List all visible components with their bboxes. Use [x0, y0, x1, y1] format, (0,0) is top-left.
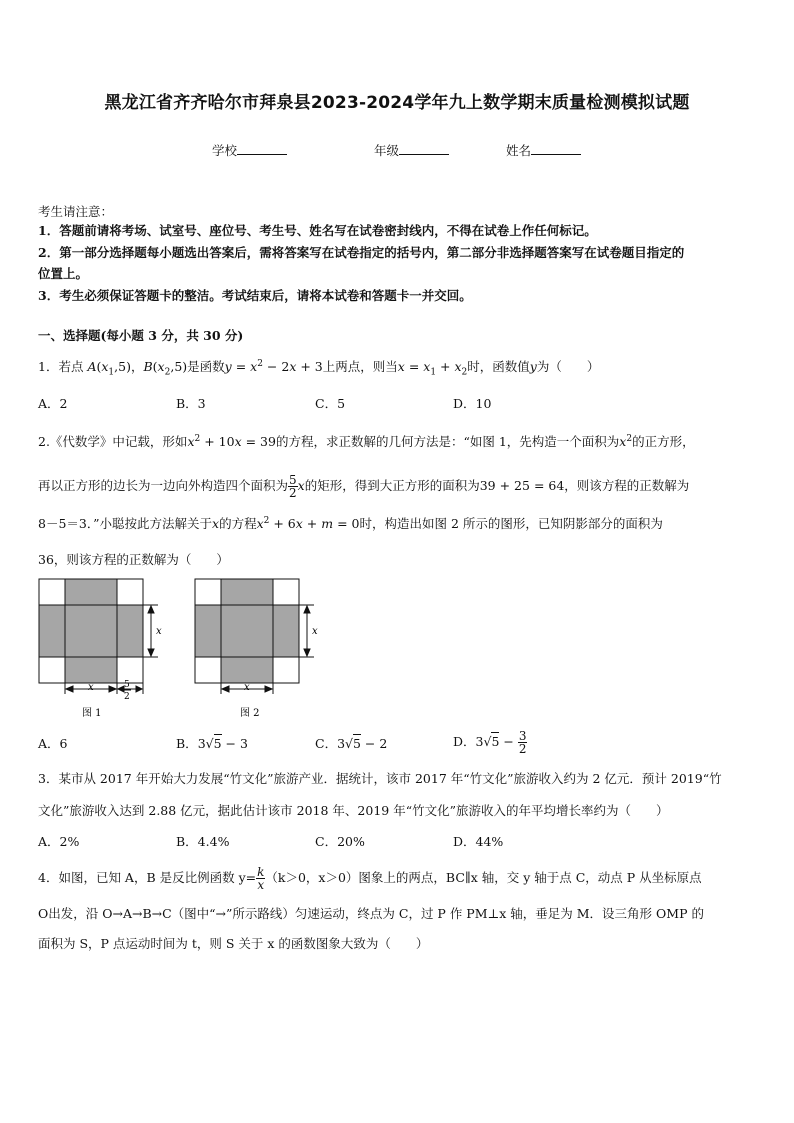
fig2-bottom-rect — [221, 657, 273, 683]
q1-option-d[interactable]: D．10 — [453, 396, 492, 411]
q1-option-c[interactable]: C．5 — [315, 396, 346, 411]
q2-text-3a: 8－5＝3．”小聪按此方法解关于 — [38, 516, 212, 531]
fig2-left-rect — [195, 605, 221, 657]
q2-text-2c: ，则该方程的正数解为 — [564, 478, 690, 493]
name-field[interactable] — [506, 141, 581, 159]
q2-text-1c: 的正方形， — [632, 434, 695, 449]
q4-line-2: O出发，沿 O→A→B→C（图中“→”所示路线）匀速运动，终点为 C，过 P 作 PM⊥x 轴，垂足为 M．设三角形 OMP 的 — [38, 906, 704, 921]
q3-option-d[interactable]: D．44% — [453, 834, 504, 849]
fig1-right-rect — [117, 605, 143, 657]
q1-tail1: 上两点，则当 — [322, 359, 398, 374]
section-heading: 一、选择题(每小题 3 分，共 30 分) — [38, 328, 244, 343]
fig2-right-rect — [273, 605, 299, 657]
fig1-caption: 图 1 — [82, 708, 102, 719]
q2-line-4: 36，则该方程的正数解为（ ） — [38, 552, 229, 567]
q2-option-c[interactable]: C．3√5 − 2 — [315, 736, 388, 751]
q2-text-3c: 时，构造出如图 2 所示的图形，已知阴影部分的面积为 — [359, 516, 663, 531]
notice-item-1: 1．答题前请将考场、试室号、座位号、考生号、姓名写在试卷密封线内，不得在试卷上作任何标记。 — [38, 223, 597, 238]
school-field[interactable] — [212, 141, 287, 159]
q3-option-c[interactable]: C．20% — [315, 834, 365, 849]
fig2-x-label-right: x — [312, 626, 318, 637]
fig1-frac-den: 2 — [124, 692, 130, 702]
school-label: 学校 — [212, 143, 238, 158]
q2-option-b-label: B． — [176, 736, 198, 751]
q2-option-a[interactable]: A．6 — [38, 736, 68, 751]
grade-blank[interactable] — [399, 142, 449, 155]
notice-item-2: 2．第一部分选择题每小题选出答案后，需将答案写在试卷指定的括号内，第二部分非选择题答案写在试卷题目指定的 — [38, 245, 685, 260]
q4-text-1b: （k＞0，x＞0）图象上的两点，BC∥x 轴，交 y 轴于点 C，动点 P 从坐标原点 — [265, 870, 702, 885]
q2-text-2a: 再以正方形的边长为一边向外构造四个面积为 — [38, 478, 289, 493]
fig2-caption: 图 2 — [240, 708, 260, 719]
q1-mid: 是函数 — [187, 359, 225, 374]
notice-item-2-cont: 位置上。 — [38, 266, 89, 281]
notice-heading: 考生请注意： — [38, 204, 114, 219]
school-blank[interactable] — [237, 142, 287, 155]
q2-line-1: 2.《代数学》中记载，形如$x^2 + 10x = 39$的方程，求正数解的几何方法是：“如图 1，先构造一个面积为$x^2$的正方形， — [38, 433, 695, 449]
q2-text-3b: 的方程 — [219, 516, 257, 531]
q4-line-1: 4．如图，已知 A，B 是反比例函数 y= $\frac{k}{x}$ （k＞0，x＞0）图象上的两点，BC∥x 轴，交 y 轴于点 C，动点 P 从坐标原点 — [38, 865, 702, 892]
q3-line-2: 文化”旅游收入达到 2.88 亿元，据此估计该市 2018 年、2019 年“竹文化”旅游收入的年平均增长率约为（ ） — [38, 803, 669, 818]
fig1-x-label-bottom: x — [88, 682, 94, 693]
q1-tail2: 时，函数值 — [467, 359, 530, 374]
q1-tail3: 为（ ） — [536, 359, 600, 374]
q2-text-1b: 的方程，求正数解的几何方法是：“如图 1，先构造一个面积为 — [275, 434, 620, 449]
figure-1 — [38, 578, 178, 720]
fig1-x-label-right: x — [156, 626, 162, 637]
fig2-center-square — [221, 605, 273, 657]
q4-line-3: 面积为 S，P 点运动时间为 t，则 S 关于 x 的函数图象大致为（ ） — [38, 936, 429, 951]
fig1-center-square — [65, 605, 117, 657]
fig1-top-rect — [65, 579, 117, 605]
notice-item-3: 3．考生必须保证答题卡的整洁。考试结束后，请将本试卷和答题卡一并交回。 — [38, 288, 472, 303]
question-1: 1．若点 $A(x_1,5)$，$B(x_2,5)$是函数$y = x^2 - 2x + 3$上两点，则当$x = x_1 + x_2$时，函数值y为（ ） — [38, 358, 600, 378]
q2-line-3: 8－5＝3．”小聪按此方法解关于x的方程$x^2 + 6x + m = 0$时，构造出如图 2 所示的图形，已知阴影部分的面积为 — [38, 515, 663, 531]
fig1-left-rect — [39, 605, 65, 657]
q3-option-a[interactable]: A．2% — [38, 834, 80, 849]
page-title: 黑龙江省齐齐哈尔市拜泉县2023-2024学年九上数学期末质量检测模拟试题 — [104, 93, 690, 113]
q3-option-b[interactable]: B．4.4% — [176, 834, 230, 849]
fig2-x-label-bottom: x — [244, 682, 250, 693]
q2-option-c-label: C． — [315, 736, 338, 751]
grade-label: 年级 — [374, 143, 400, 158]
figure-2 — [194, 578, 334, 720]
q1-option-b[interactable]: B．3 — [176, 396, 206, 411]
fig1-frac-num: 5 — [124, 680, 130, 690]
q1-prefix: 1．若点 — [38, 359, 84, 374]
q1-option-a[interactable]: A．2 — [38, 396, 68, 411]
name-blank[interactable] — [531, 142, 581, 155]
q2-option-d[interactable]: D．3√5 − $\frac{3}{2}$ — [453, 729, 527, 756]
q4-text-1a: 4．如图，已知 A，B 是反比例函数 y= — [38, 870, 257, 885]
q2-option-d-label: D． — [453, 734, 476, 749]
fig1-bottom-rect — [65, 657, 117, 683]
fig2-top-rect — [221, 579, 273, 605]
q2-text-1a: 2.《代数学》中记载，形如 — [38, 434, 188, 449]
q2-text-2b: 的矩形，得到大正方形的面积为 — [304, 478, 480, 493]
q3-line-1: 3．某市从 2017 年开始大力发展“竹文化”旅游产业．据统计，该市 2017 年“竹文化”旅游收入约为 2 亿元．预计 2019“竹 — [38, 771, 722, 786]
grade-field[interactable] — [374, 141, 449, 159]
name-label: 姓名 — [506, 143, 532, 158]
q2-line-2: 再以正方形的边长为一边向外构造四个面积为 $\frac{5}{2}$ x的矩形，得到大正方形的面积为39 + 25 = 64，则该方程的正数解为 — [38, 473, 690, 500]
q2-option-b[interactable]: B．3√5 − 3 — [176, 736, 248, 751]
